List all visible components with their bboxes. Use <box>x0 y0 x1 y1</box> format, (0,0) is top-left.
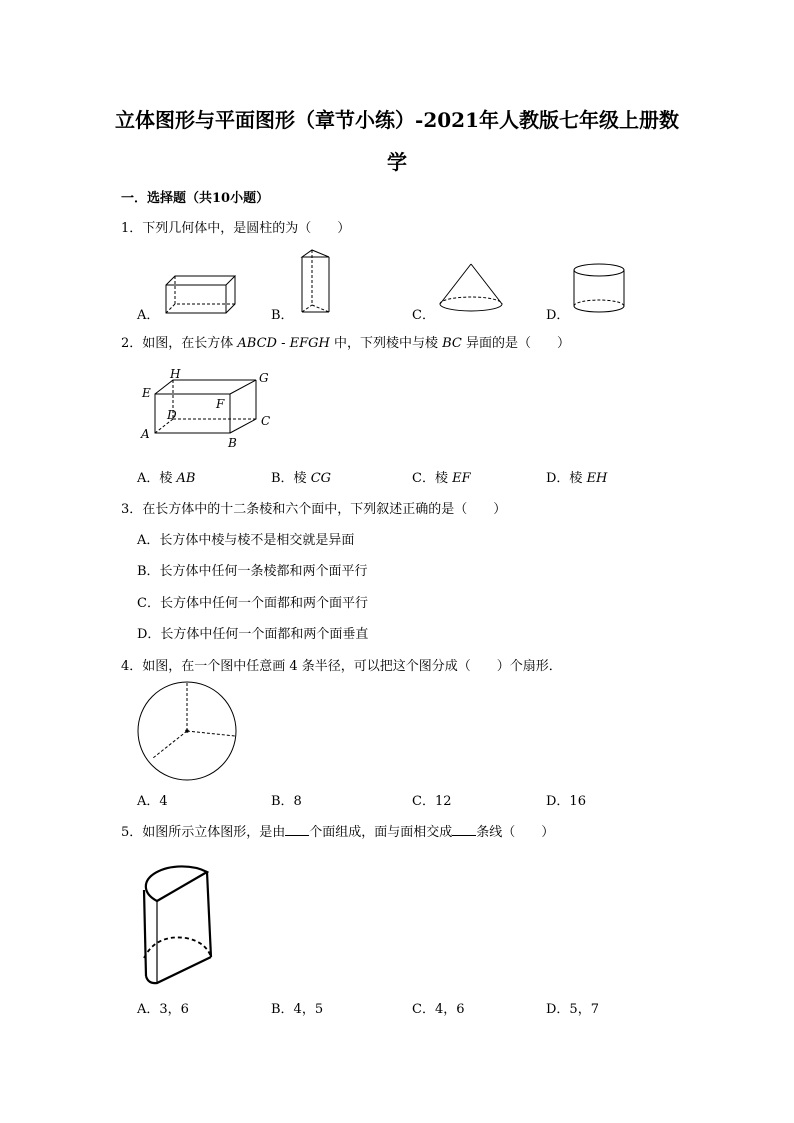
q4-circle-figure <box>136 682 242 782</box>
q3-option-a: A．长方体中棱与棱不是相交就是异面 <box>137 533 355 548</box>
blank-1 <box>285 823 309 836</box>
q2-option-d: D．棱 EH <box>546 471 608 486</box>
q5-half-cylinder-figure <box>134 852 218 986</box>
page-title: 立体图形与平面图形（章节小练）-2021年人教版七年级上册数 <box>115 108 679 132</box>
label-E: E <box>142 386 151 400</box>
question-2-text: 2．如图，在长方体 ABCD - EFGH 中，下列棱中与棱 BC 异面的是（ ） <box>121 336 571 351</box>
q3-option-d: D．长方体中任何一个面都和两个面垂直 <box>137 627 369 642</box>
q5-option-d: D．5，7 <box>546 1002 599 1017</box>
q1-triangular-prism-figure <box>298 246 338 316</box>
q1-option-a: A． <box>137 308 160 323</box>
q4-option-d: D．16 <box>546 794 586 809</box>
q1-cylinder-figure <box>572 262 630 316</box>
question-4-text: 4．如图，在一个图中任意画 4 条半径，可以把这个图分成（ ）个扇形． <box>121 659 562 674</box>
label-B: B <box>228 436 237 450</box>
q1-cuboid-figure <box>160 272 240 316</box>
q3-option-b: B．长方体中任何一条棱都和两个面平行 <box>137 564 368 579</box>
label-G: G <box>259 371 269 385</box>
q4-option-c: C．12 <box>412 794 452 809</box>
q1-cone-figure <box>438 262 508 316</box>
q1-option-d: D． <box>546 308 570 323</box>
label-F: F <box>216 397 225 411</box>
q4-option-b: B．8 <box>271 794 302 809</box>
label-H: H <box>170 367 181 381</box>
q1-option-b: B． <box>271 308 294 323</box>
question-5-text: 5．如图所示立体图形，是由 个面组成，面与面相交成 条线（ ） <box>121 825 555 840</box>
label-D: D <box>167 408 177 422</box>
page-title-continued: 学 <box>387 150 407 174</box>
q2-option-a: A．棱 AB <box>137 471 196 486</box>
q2-cuboid-figure <box>138 366 278 452</box>
q5-option-b: B．4，5 <box>271 1002 324 1017</box>
question-1-text: 1．下列几何体中，是圆柱的为（ ） <box>121 221 351 236</box>
q2-option-c: C．棱 EF <box>412 471 471 486</box>
section-heading: 一．选择题（共10小题） <box>121 191 270 206</box>
label-C: C <box>261 414 271 428</box>
label-A: A <box>141 427 150 441</box>
q5-option-a: A．3，6 <box>137 1002 189 1017</box>
q5-option-c: C．4，6 <box>412 1002 465 1017</box>
q1-option-c: C． <box>412 308 435 323</box>
q3-option-c: C．长方体中任何一个面都和两个面平行 <box>137 596 368 611</box>
blank-2 <box>452 823 476 836</box>
q2-option-b: B．棱 CG <box>271 471 332 486</box>
question-3-text: 3．在长方体中的十二条棱和六个面中，下列叙述正确的是（ ） <box>121 502 507 517</box>
q4-option-a: A．4 <box>137 794 168 809</box>
